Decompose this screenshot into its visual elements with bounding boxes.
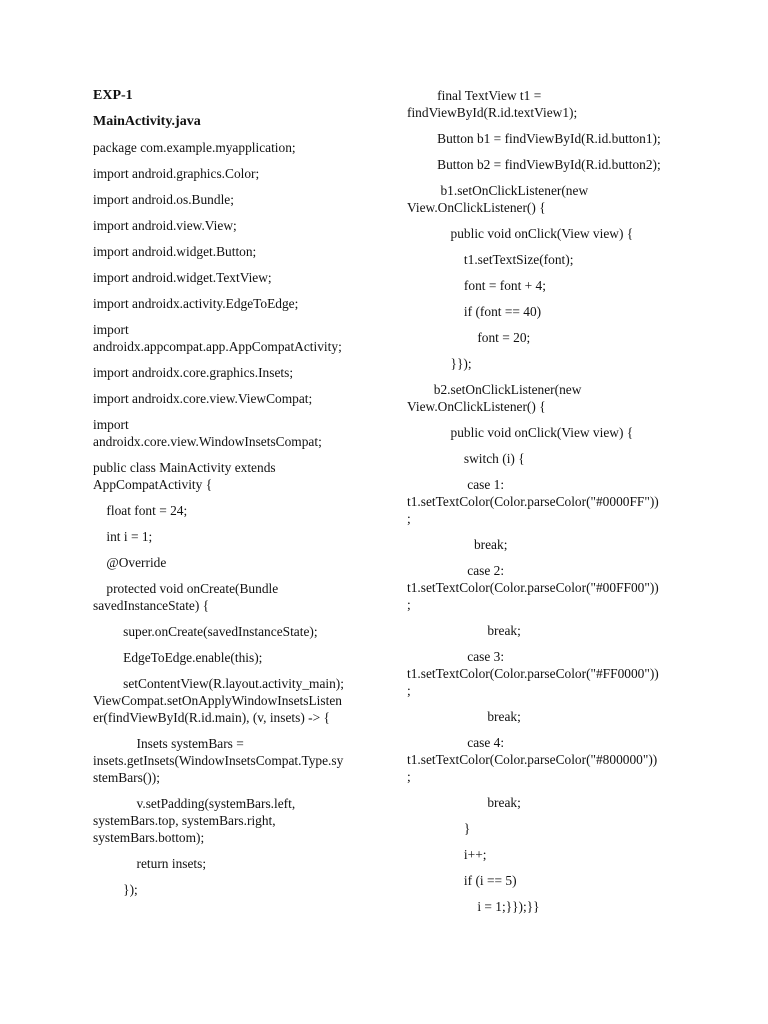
code-line: @Override: [93, 555, 167, 570]
code-line: break;: [407, 795, 521, 810]
code-line: import android.os.Bundle;: [93, 192, 234, 207]
code-line: import androidx.activity.EdgeToEdge;: [93, 296, 299, 311]
code-line: float font = 24;: [93, 503, 188, 518]
code-line: final TextView t1 = findViewById(R.id.textView1);: [407, 88, 578, 120]
code-line: EdgeToEdge.enable(this);: [93, 650, 263, 665]
code-line: import androidx.appcompat.app.AppCompatActivity;: [93, 322, 342, 354]
code-line: public void onClick(View view) {: [407, 226, 634, 241]
code-line: super.onCreate(savedInstanceState);: [93, 624, 318, 639]
code-line: int i = 1;: [93, 529, 153, 544]
code-line: i = 1;}});}}: [407, 899, 540, 914]
code-line: break;: [407, 709, 521, 724]
code-line: break;: [407, 623, 521, 638]
code-line: t1.setTextSize(font);: [407, 252, 574, 267]
code-line: package com.example.myapplication;: [93, 140, 296, 155]
code-line: switch (i) {: [407, 451, 525, 466]
code-line: b2.setOnClickListener(new View.OnClickListener() {: [407, 382, 582, 414]
code-line: Button b1 = findViewById(R.id.button1);: [407, 131, 661, 146]
code-line: case 1: t1.setTextColor(Color.parseColor("#0000FF")) ;: [407, 477, 659, 526]
code-line: });: [93, 882, 138, 897]
code-line: v.setPadding(systemBars.left, systemBars.top, systemBars.right, systemBars.bottom);: [93, 796, 296, 845]
code-line: case 4: t1.setTextColor(Color.parseColor("#800000")) ;: [407, 735, 658, 784]
right-column: [407, 87, 679, 924]
code-line: import androidx.core.view.ViewCompat;: [93, 391, 313, 406]
code-line: }: [407, 821, 471, 836]
code-line: break;: [407, 537, 508, 552]
code-line: case 2: t1.setTextColor(Color.parseColor("#00FF00")) ;: [407, 563, 659, 612]
code-line: import android.widget.TextView;: [93, 270, 272, 285]
code-line: font = font + 4;: [407, 278, 546, 293]
code-line: import androidx.core.graphics.Insets;: [93, 365, 294, 380]
code-line: if (font == 40): [407, 304, 542, 319]
code-line: b1.setOnClickListener(new View.OnClickListener() {: [407, 183, 589, 215]
left-column: [93, 87, 365, 907]
code-line: font = 20;: [407, 330, 531, 345]
code-line: return insets;: [93, 856, 207, 871]
code-line: import android.widget.Button;: [93, 244, 257, 259]
code-line: public void onClick(View view) {: [407, 425, 634, 440]
code-line: Button b2 = findViewById(R.id.button2);: [407, 157, 661, 172]
file-name-heading: MainActivity.java: [93, 114, 201, 129]
code-line: if (i == 5): [407, 873, 517, 888]
code-line: Insets systemBars = insets.getInsets(WindowInsetsCompat.Type.sy stemBars());: [93, 736, 344, 785]
code-line: import android.view.View;: [93, 218, 237, 233]
code-line: }});: [407, 356, 472, 371]
code-line: setContentView(R.layout.activity_main); ViewCompat.setOnApplyWindowInsetsListen er(findViewById(R.id.main), (v, insets) -> {: [93, 676, 344, 725]
code-line: protected void onCreate(Bundle savedInstanceState) {: [93, 581, 279, 613]
document-heading: EXP-1: [93, 88, 133, 103]
code-line: public class MainActivity extends AppCompatActivity {: [93, 460, 276, 492]
code-line: import android.graphics.Color;: [93, 166, 260, 181]
right-code-block: [407, 87, 679, 915]
left-code-block: [93, 139, 365, 898]
code-line: i++;: [407, 847, 487, 862]
code-line: import androidx.core.view.WindowInsetsCompat;: [93, 417, 322, 449]
code-line: case 3: t1.setTextColor(Color.parseColor("#FF0000")) ;: [407, 649, 659, 698]
